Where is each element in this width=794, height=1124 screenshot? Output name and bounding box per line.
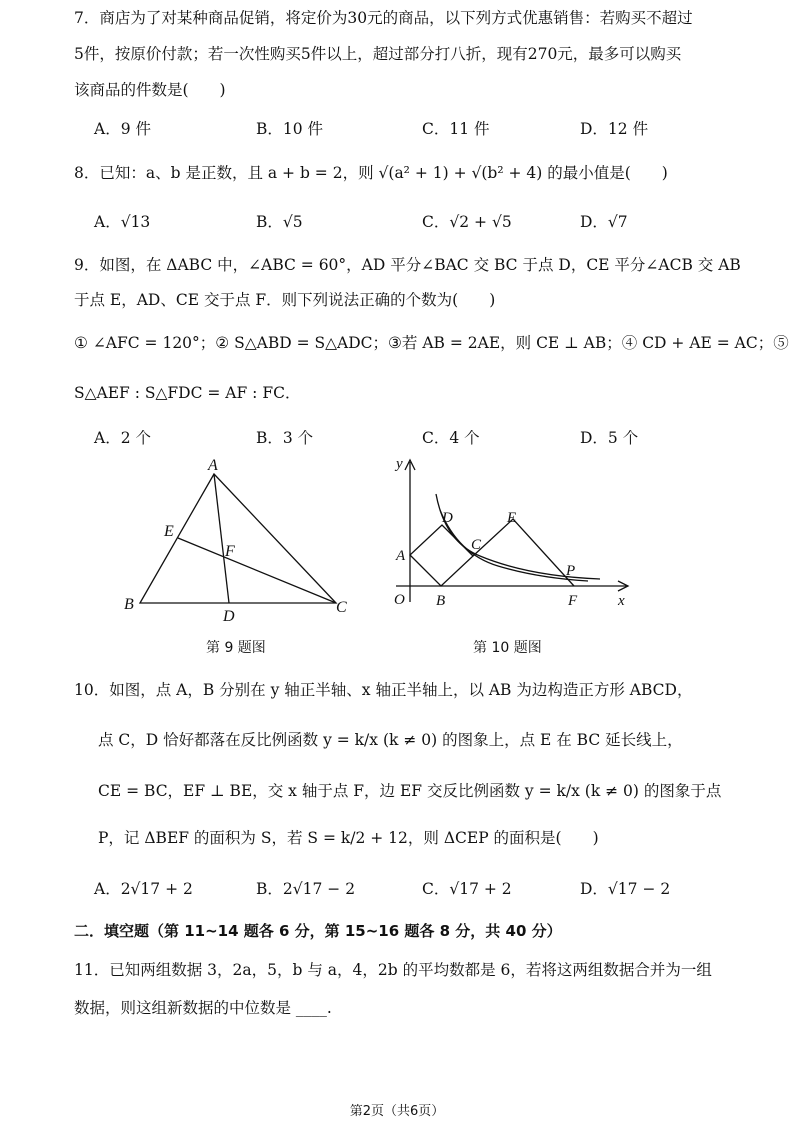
fig10-label-b: B [436, 593, 446, 609]
q7-option-b: B．10 件 [256, 120, 324, 138]
fig10-label-c: C [471, 537, 482, 553]
fig10-label-x: x [618, 593, 625, 609]
q10-line-2: 点 C，D 恰好都落在反比例函数 y = k/x (k ≠ 0) 的图象上，点 E 在 BC 延长线上， [98, 731, 683, 749]
q10-line-3: CE = BC，EF ⊥ BE，交 x 轴于点 F，边 EF 交反比例函数 y = k/x (k ≠ 0) 的图象于点 [98, 782, 722, 800]
segment-ad [214, 474, 229, 603]
q9-option-d: D．5 个 [580, 429, 639, 447]
fig9-label-d: D [223, 608, 235, 625]
fig9-label-b: B [124, 596, 134, 613]
page-footer: 第2页（共6页） [349, 1104, 445, 1119]
q10-line-4: P，记 ΔBEF 的面积为 S，若 S = k/2 + 12，则 ΔCEP 的面积是( ) [98, 829, 599, 847]
q10-option-b: B．2√17 − 2 [256, 880, 356, 898]
figure-10-caption: 第 10 题图 [473, 640, 542, 656]
q8-line-1: 8．已知：a、b 是正数，且 a + b = 2，则 √(a² + 1) + √(b² + 4) 的最小值是( ) [74, 164, 668, 182]
q11-line-2: 数据，则这组新数据的中位数是 ____. [74, 999, 332, 1017]
q7-option-c: C．11 件 [422, 120, 490, 138]
fig9-label-a: A [208, 457, 218, 474]
q9-line-2: 于点 E，AD、CE 交于点 F．则下列说法正确的个数为( ) [74, 291, 496, 309]
figure-9-triangle [110, 452, 360, 632]
q9-line-4: S△AEF : S△FDC = AF : FC． [74, 384, 301, 402]
q7-line-3: 该商品的件数是( ) [74, 81, 226, 99]
fig10-label-d: D [442, 510, 453, 526]
fig10-label-f: F [568, 593, 578, 609]
q9-option-c: C．4 个 [422, 429, 480, 447]
q8-option-a: A．√13 [94, 213, 151, 231]
fig10-label-o: O [394, 592, 405, 608]
fig10-label-p: P [566, 563, 576, 579]
q7-line-1: 7．商店为了对某种商品促销，将定价为30元的商品，以下列方式优惠销售：若购买不超过 [74, 9, 693, 27]
q7-line-2: 5件，按原价付款；若一次性购买5件以上，超过部分打八折，现有270元，最多可以购买 [74, 45, 682, 63]
q7-option-a: A．9 件 [94, 120, 151, 138]
segment-ce [178, 538, 336, 603]
q10-option-c: C．√17 + 2 [422, 880, 512, 898]
q9-option-a: A．2 个 [94, 429, 151, 447]
q10-line-1: 10．如图，点 A，B 分别在 y 轴正半轴、x 轴正半轴上，以 AB 为边构造正方形 ABCD， [74, 681, 693, 699]
figure-10-coordinate [388, 452, 638, 617]
fig10-label-e: E [507, 510, 517, 526]
q7-option-d: D．12 件 [580, 120, 649, 138]
fig10-label-a: A [396, 548, 406, 564]
q10-option-d: D．√17 − 2 [580, 880, 671, 898]
q8-option-c: C．√2 + √5 [422, 213, 512, 231]
q11-line-1: 11．已知两组数据 3，2a，5，b 与 a，4，2b 的平均数都是 6，若将这两组数据合并为一组 [74, 961, 712, 979]
q9-option-b: B．3 个 [256, 429, 314, 447]
q8-option-d: D．√7 [580, 213, 628, 231]
fig9-label-e: E [164, 523, 174, 540]
q9-line-1: 9．如图，在 ΔABC 中，∠ABC = 60°，AD 平分∠BAC 交 BC 于点 D，CE 平分∠ACB 交 AB [74, 256, 741, 274]
q10-option-a: A．2√17 + 2 [94, 880, 193, 898]
q9-line-3: ① ∠AFC = 120°；② S△ABD = S△ADC；③若 AB = 2AE，则 CE ⊥ AB；④ CD + AE = AC；⑤ [74, 334, 789, 352]
hyperbola-curve-1 [436, 494, 600, 579]
q8-option-b: B．√5 [256, 213, 303, 231]
fig10-label-y: y [396, 456, 403, 472]
square-abcd [410, 525, 473, 586]
fig9-label-f: F [225, 543, 235, 560]
figure-9-caption: 第 9 题图 [206, 640, 266, 656]
fig9-label-c: C [336, 599, 347, 616]
section-2-heading: 二．填空题（第 11~14 题各 6 分，第 15~16 题各 8 分，共 40 分） [74, 922, 562, 940]
